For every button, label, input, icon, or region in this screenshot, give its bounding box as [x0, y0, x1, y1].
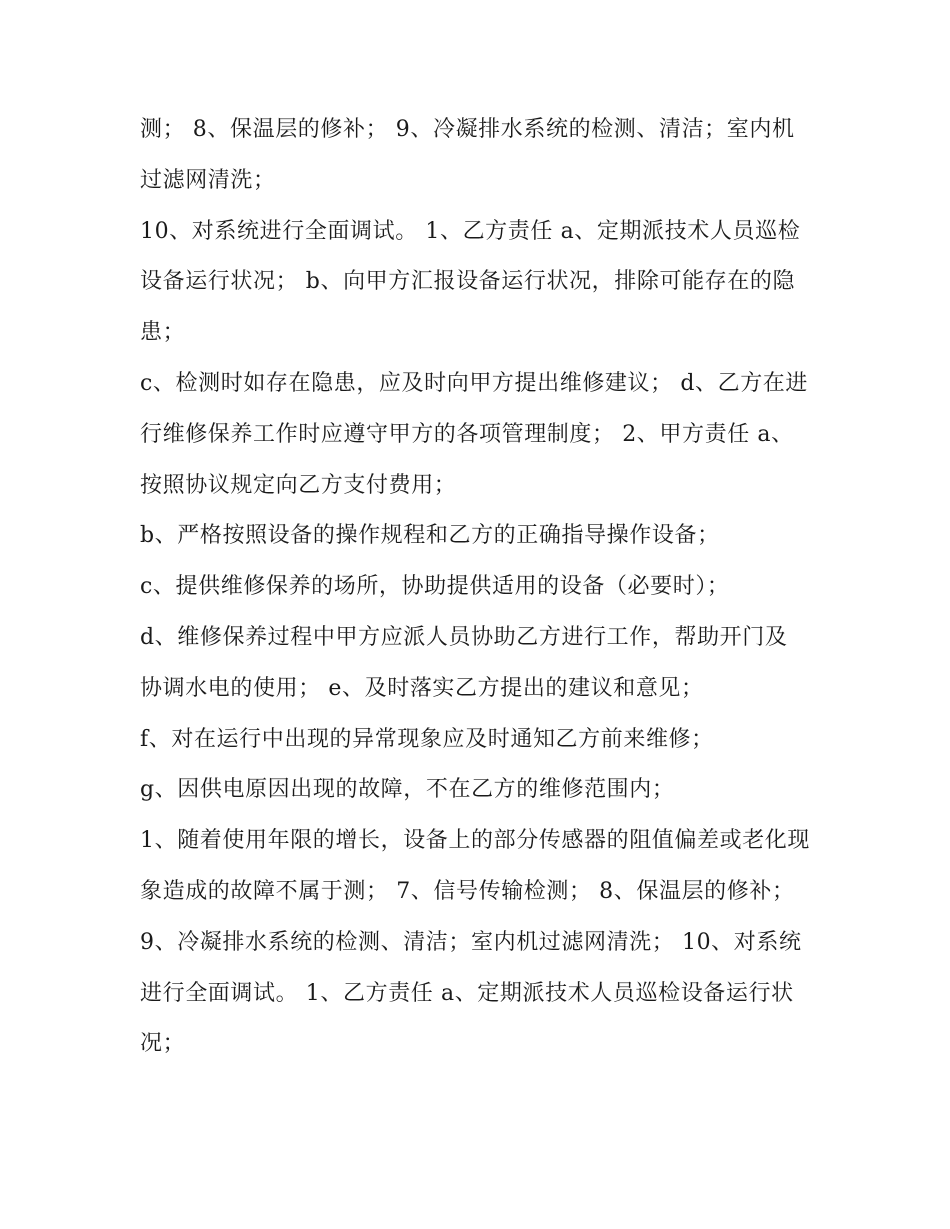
paragraph: c、检测时如存在隐患，应及时向甲方提出维修建议； d、乙方在进行维修保养工作时应遵守甲方的各项管理制度； 2、甲方责任 a、按照协议规定向乙方支付费用；: [140, 370, 808, 498]
paragraph: g、因供电原因出现的故障，不在乙方的维修范围内；: [140, 777, 675, 803]
paragraph: c、提供维修保养的场所，协助提供适用的设备（必要时）；: [140, 574, 730, 600]
paragraph: 10、对系统进行全面调试。 1、乙方责任 a、定期派技术人员巡检设备运行状况； b、向甲方汇报设备运行状况，排除可能存在的隐患；: [140, 218, 801, 346]
document-body: [140, 105, 810, 1070]
paragraph: 9、冷凝排水系统的检测、清洁；室内机过滤网清洗； 10、对系统进行全面调试。 1、乙方责任 a、定期派技术人员巡检设备运行状况；: [140, 929, 802, 1057]
paragraph: 1、随着使用年限的增长，设备上的部分传感器的阻值偏差或老化现象造成的故障不属于测； 7、信号传输检测； 8、保温层的修补；: [140, 828, 810, 904]
paragraph: f、对在运行中出现的异常现象应及时通知乙方前来维修；: [140, 726, 714, 752]
paragraph: d、维修保养过程中甲方应派人员协助乙方进行工作，帮助开门及协调水电的使用； e、及时落实乙方提出的建议和意见；: [140, 624, 788, 701]
paragraph: b、严格按照设备的操作规程和乙方的正确指导操作设备；: [140, 523, 720, 549]
paragraph: 测； 8、保温层的修补； 9、冷凝排水系统的检测、清洁；室内机过滤网清洗；: [140, 117, 795, 193]
